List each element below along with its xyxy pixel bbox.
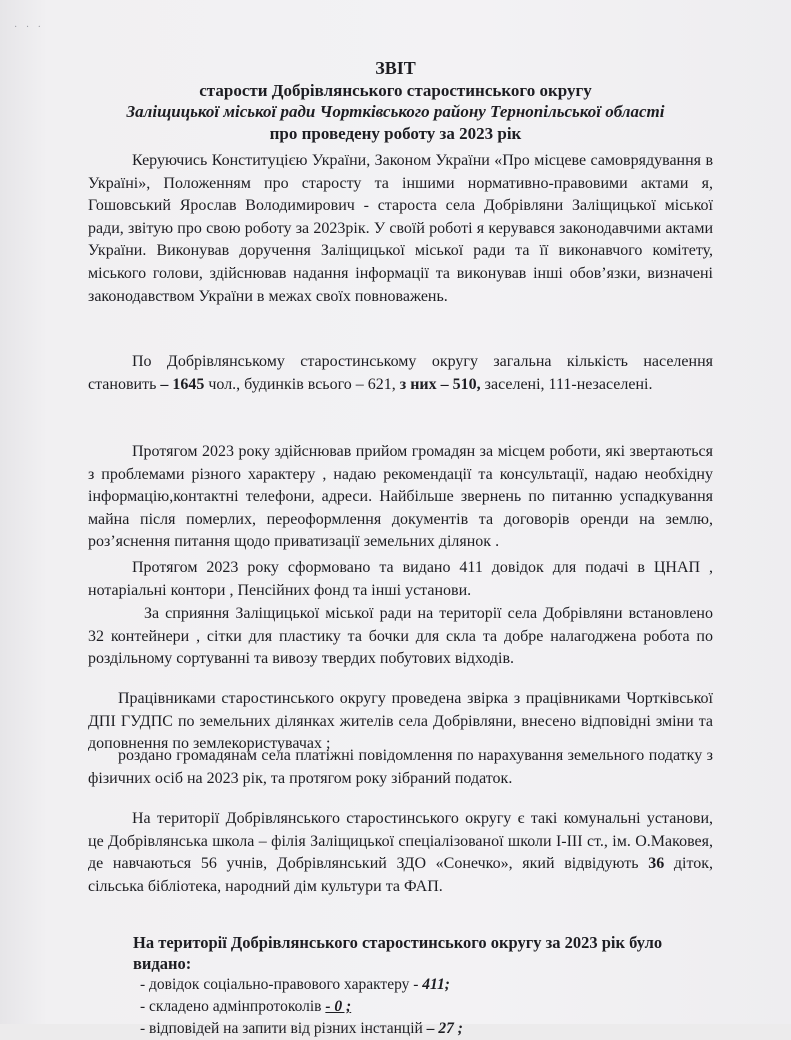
paragraph-certificates: Протягом 2023 року сформовано та видано 411 довідок для подачі в ЦНАП , нотаріальні контори , Пенсійних фонд та інші установи. [88,559,713,599]
issued-section-heading: На території Добрівлянського старостинського округу за 2023 рік було видано: [133,933,663,973]
paragraph-intro: Керуючись Конституцією України, Законом України «Про місцеве самоврядування в Україні», Положенням про старосту та іншими нормативно-правовими актами я, Гошовський Ярослав Володимирович - староста села Добрівляни Заліщицької міської ради, звітую про свою роботу за 2023рік. У своїй роботі я керувався законодавчими актами України. Виконував доручення Заліщицької міської ради та її виконавчого комітету, міського голови, здійснював надання інформації та виконував інші обов’язки, визначені законодавством України в межах своїх повноважень. [88,152,713,305]
scan-mark: · · · [14,22,44,33]
paragraph-institutions [88,808,713,898]
paragraph-tax-notices: роздано громадянам села платіжні повідомлення по нарахування земельного податку з фізичних осіб на 2023 рік, та протягом року зібраний податок. [88,747,713,787]
issued-list [140,974,720,1040]
list-item [140,1018,720,1040]
report-subtitle-line3: про проведену роботу за 2023 рік [269,124,522,143]
report-subtitle-line2: Заліщицької міської ради Чортківського району Тернопільської області [126,102,665,121]
paragraph-reception: Протягом 2023 року здійснював прийом громадян за місцем роботи, які звертаються з проблемами різного характеру , надаю рекомендації та консультації, надаю необхідну інформацію,контактні телефони, адреси. Найбільше звернень по питанню успадкування майна після померлих, переоформлення документів та договорів оренди на землю, роз’яснення питання щодо приватизації земельних ділянок . [88,443,713,551]
paragraph-land-reconciliation: Працівниками старостинського округу проведена звірка з працівниками Чортківської ДПІ ГУДПС по земельних ділянках жителів села Добрівляни, внесено відповідні зміни та доповнення по землекористувачах ; [88,690,713,753]
kindergarten-count: 36 [648,855,665,873]
list-item-label: - довідок соціально-правового характеру - [140,976,423,993]
list-item-value: – 27 ; [426,1020,463,1037]
list-item-label: - складено адмінпротоколів [140,998,326,1015]
inhabited-houses: з них – 510, [399,375,481,393]
list-item-value: - 0 ; [325,998,352,1015]
list-item [140,974,720,996]
population-text: По Добрівлянському старостинському округу загальна кількість населення становить [88,353,713,393]
houses-text: чол., будинків всього – 621, [204,375,400,393]
report-title: ЗВІТ [375,58,416,78]
list-item-value: 411; [422,976,450,993]
paragraph-population [88,351,713,396]
population-count: – 1645 [160,375,205,393]
paragraph-waste: За сприяння Заліщицької міської ради на території села Добрівляни встановлено 32 контейнери , сітки для пластику та бочки для скла та добре налагоджена робота по роздільному сортуванні та вивозу твердих побутових відходів. [88,605,713,668]
list-item-label: - відповідей на запити від різних інстанцій [140,1020,427,1037]
list-item [140,996,720,1018]
uninhabited-text: заселені, 111-незаселені. [480,375,653,393]
institutions-text: На території Добрівлянського старостинського округу є такі комунальні установи, це Добрівлянська школа – філія Заліщицької спеціалізованої школи І-ІІІ ст., ім. О.Маковея, де навчаються 56 учнів, Добрівлянський ЗДО «Сонечко», який відвідують [88,810,713,873]
report-subtitle-line1: старости Добрівлянського старостинського округу [199,81,592,100]
institutions-tail: діток, сільська бібліотека, народний дім культури та ФАП. [88,855,714,895]
